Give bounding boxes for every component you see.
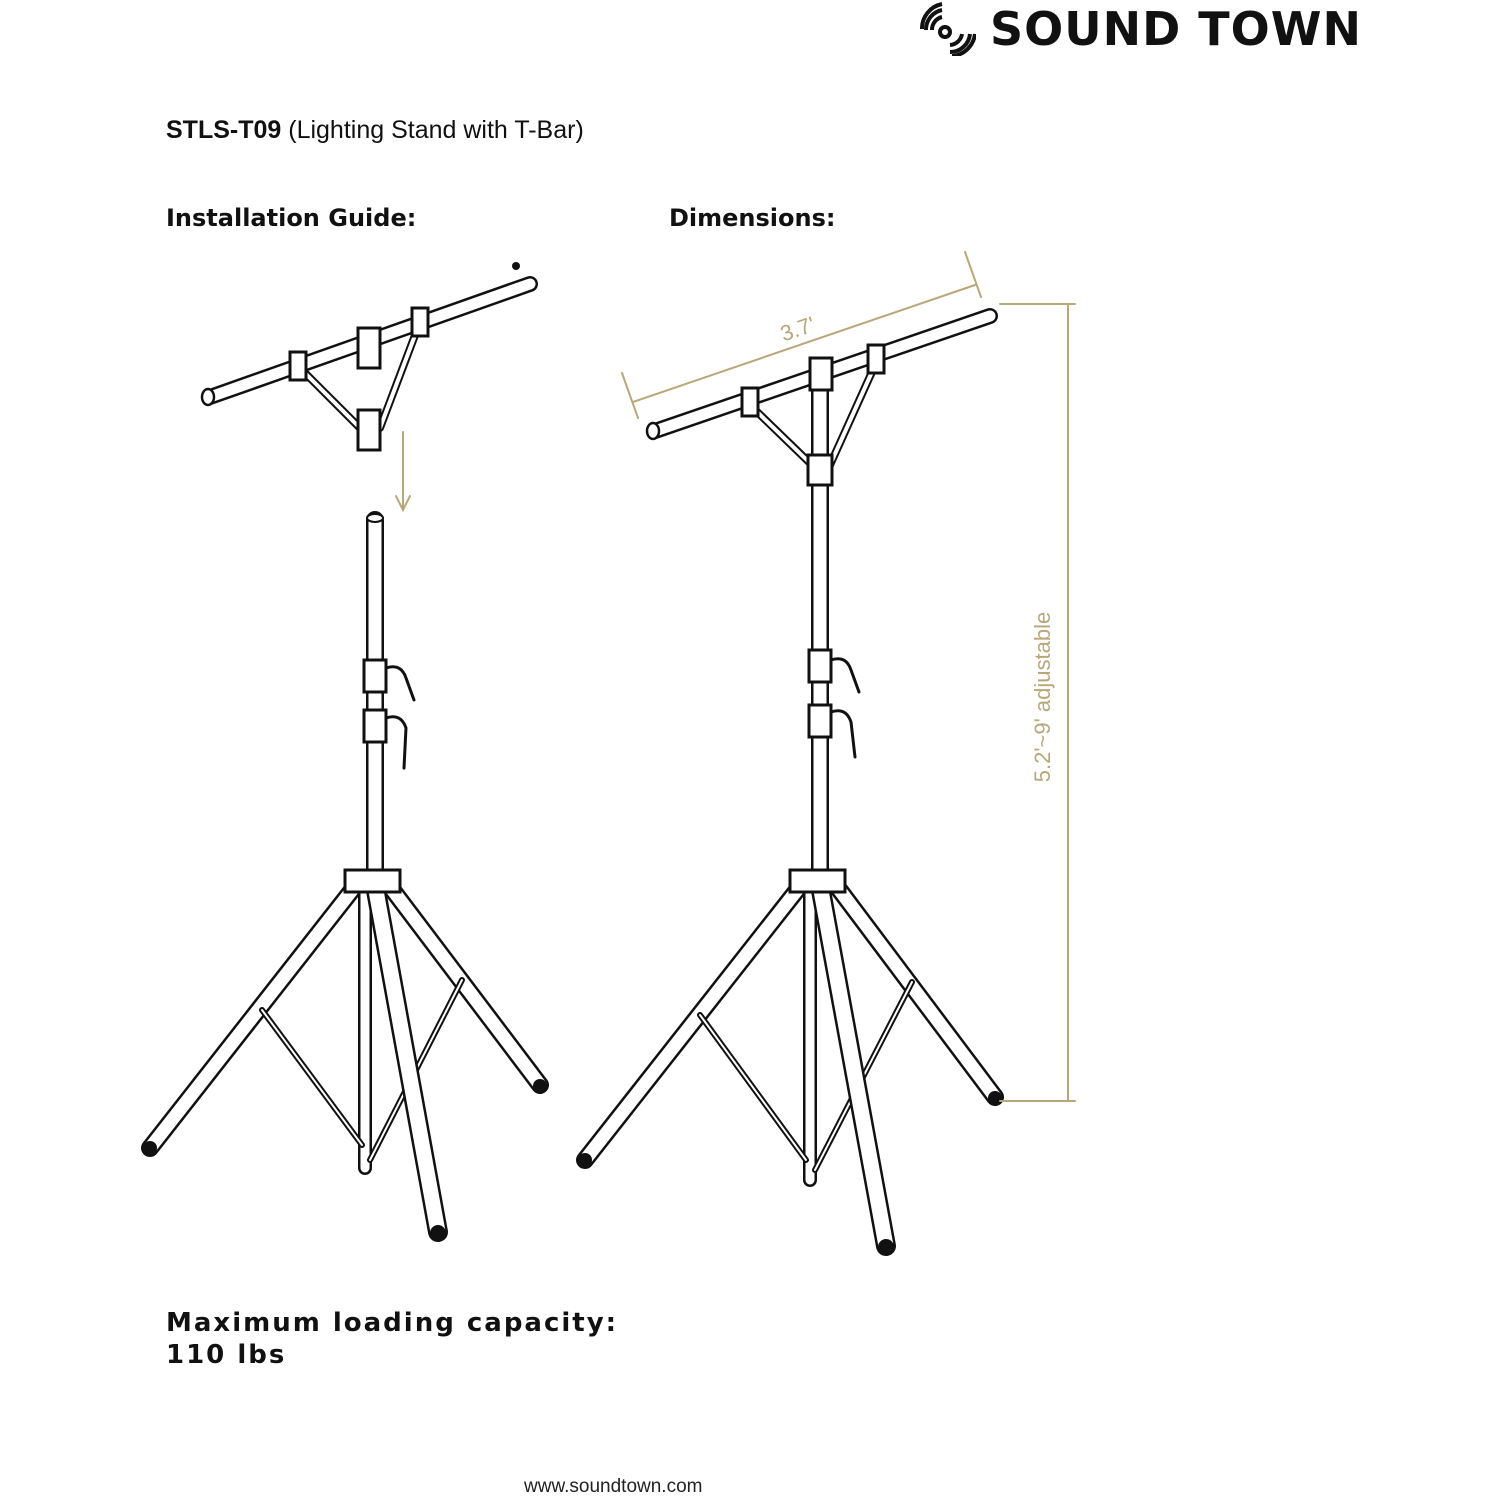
width-dimension-label: 3.7' [777, 311, 819, 347]
dimension-lines [622, 252, 1075, 1101]
capacity-value: 110 lbs [166, 1340, 287, 1370]
height-dimension-label: 5.2'~9' adjustable [1030, 611, 1055, 783]
installation-diagram [143, 262, 547, 1241]
dimensions-heading: Dimensions: [669, 204, 836, 232]
website-url: www.soundtown.com [524, 1476, 703, 1497]
t-bar [202, 262, 530, 450]
model-description: (Lighting Stand with T-Bar) [288, 116, 584, 144]
model-number: STLS-T09 [166, 116, 282, 144]
assembled-stand [578, 316, 1002, 1255]
arrow-down-icon [396, 432, 410, 510]
dimensions-diagram [578, 252, 1075, 1255]
brand-name: SOUND TOWN [990, 2, 1363, 56]
capacity-block [166, 1307, 618, 1371]
capacity-label: Maximum loading capacity: [166, 1308, 619, 1338]
tripod-stand [143, 514, 547, 1241]
installation-guide-heading: Installation Guide: [166, 204, 417, 232]
